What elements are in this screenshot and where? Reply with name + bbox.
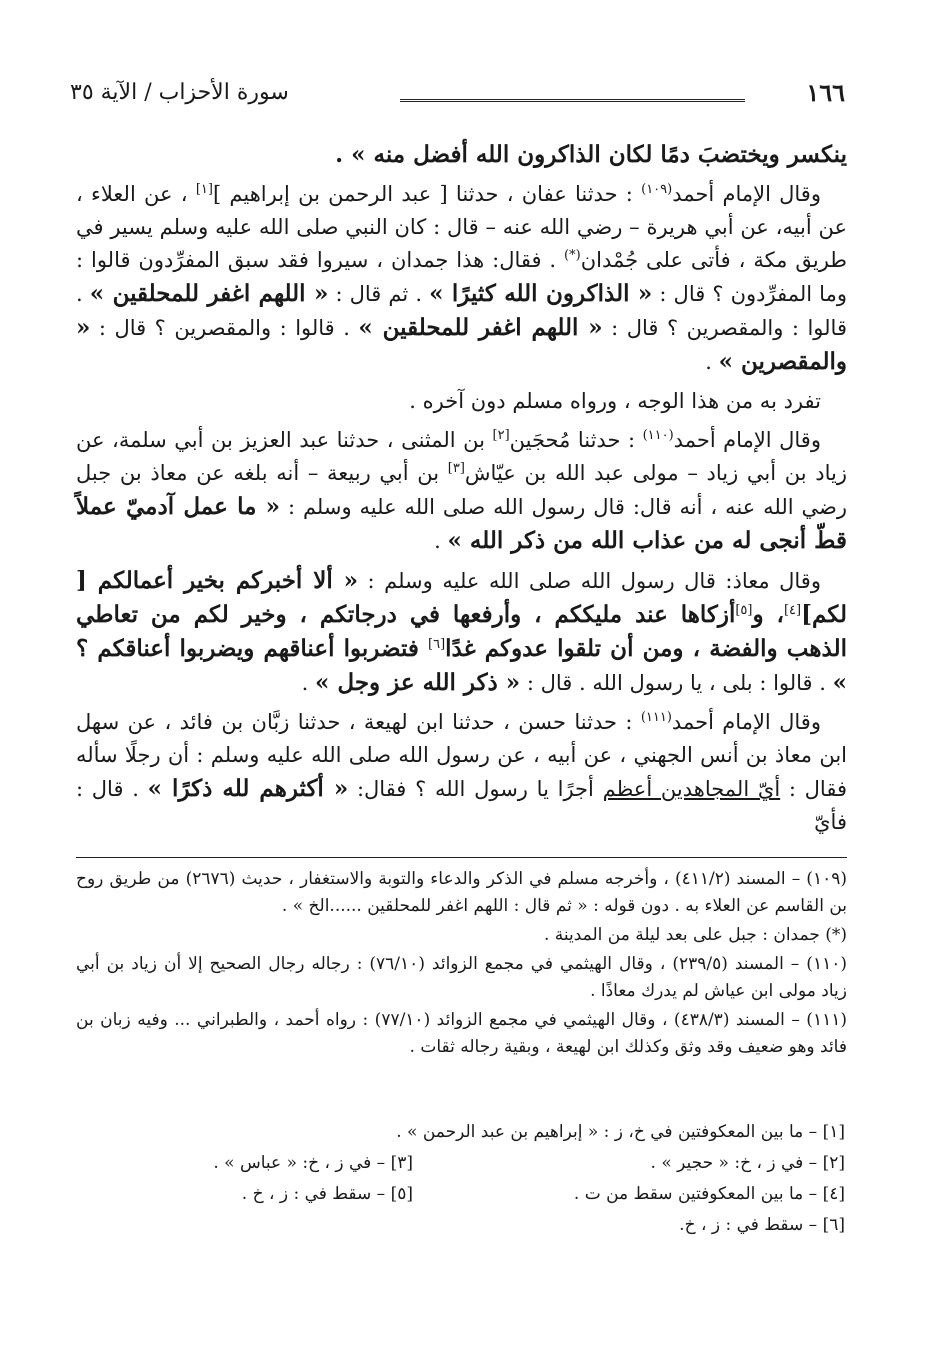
footnote: (١١١) – المسند (٤٣٨/٣) ، وقال الهيثمي في مجمع الزوائد (٧٧/١٠) : رواه أحمد ، والطبراني ... وفيه زبان بن فائد وهو ضعيف وقد وثق وكذلك ابن لهيعة ، وبقية رجاله ثقات . bbox=[76, 1010, 847, 1057]
text-run: . قال : فأيّ bbox=[76, 777, 847, 834]
reference-marker: [٦] bbox=[428, 637, 446, 652]
text-run: تفرد به من هذا الوجه ، ورواه مسلم دون آخره . bbox=[409, 389, 821, 413]
text-run: وقال الإمام أحمد bbox=[673, 428, 821, 452]
paragraph bbox=[76, 564, 847, 700]
main-text bbox=[76, 138, 847, 839]
reference-marker: [١] bbox=[195, 182, 213, 197]
reference-marker: (١١١) bbox=[640, 710, 672, 725]
underlined-text: أيّ المجاهدين أعظم bbox=[602, 777, 781, 801]
variant-note: [٦] – سقط في : ز ، خ. bbox=[679, 1215, 845, 1235]
quote-text: « أكثرهم لله ذكرًا » bbox=[147, 775, 349, 802]
text-run: . bbox=[301, 671, 316, 695]
quote-text: « اللهم اغفر للمحلقين » bbox=[358, 314, 603, 341]
quote-text: « ما عمل آدميّ عملاً قطّ أنجى له من عذاب الله من ذكر الله » bbox=[76, 493, 847, 554]
variant-row bbox=[90, 1148, 845, 1179]
text-run: ، عن العلاء ، عن أبيه، عن أبي هريرة – رضي الله عنه – قال : كان النبي صلى الله عليه وسلم يسير في طريق مكة ، فأتى على جُمْدان bbox=[76, 182, 848, 272]
page-number: ١٦٦ bbox=[806, 78, 845, 107]
footnote-separator bbox=[76, 857, 847, 858]
page-header bbox=[70, 78, 845, 112]
text-run: . قالوا : والمقصرين ؟ قال : bbox=[90, 316, 359, 340]
text-run: بن أبي ربيعة – أنه بلغه عن معاذ بن جبل رضي الله عنه ، أنه قال: قال رسول الله صلى الله عليه وسلم : bbox=[76, 461, 847, 519]
paragraph bbox=[76, 385, 847, 418]
footnote: (*) جمدان : جبل على بعد ليلة من المدينة . bbox=[543, 925, 847, 945]
text-run: . فقال: هذا جمدان ، سيروا فقد سبق المفرِّدون قالوا : وما المفرِّدون ؟ قال : bbox=[76, 248, 847, 306]
text-run: : حدثنا مُحجَين bbox=[509, 428, 643, 452]
text-run: وقال معاذ: قال رسول الله صلى الله عليه وسلم : bbox=[357, 569, 821, 593]
text-run: أجرًا يا رسول الله ؟ فقال: bbox=[348, 777, 603, 801]
variant-note: [١] – ما بين المعكوفتين في خ، ز : « إبراهيم بن عبد الرحمن » . bbox=[396, 1122, 845, 1142]
quote-text: « والمقصرين » bbox=[76, 314, 847, 375]
paragraph bbox=[76, 178, 847, 379]
text-run: : حدثنا عفان ، حدثنا [ عبد الرحمن بن إبراهيم ] bbox=[212, 182, 642, 206]
footnotes bbox=[76, 866, 847, 1061]
reference-marker: (١٠٩) bbox=[641, 182, 673, 197]
text-run: . bbox=[705, 350, 719, 374]
footnote: (١١٠) – المسند (٢٣٩/٥) ، وقال الهيثمي في مجمع الزوائد (٧٦/١٠) : رجاله رجال الصحيح إلا أن زياد بن أبي زياد مولى ابن عياش لم يدرك معاذًا . bbox=[76, 954, 847, 1001]
variant-note: [٣] – في ز ، خ: « عباس » . bbox=[213, 1153, 413, 1173]
text-run: . قالوا : والمقصرين ؟ قال : bbox=[76, 282, 847, 340]
quote-text: « الذاكرون الله كثيرًا » bbox=[429, 280, 653, 307]
quote-text: أزكاها عند مليككم ، وأرفعها في درجاتكم ، وخير لكم من تعاطي الذهب والفضة ، ومن أن تلقوا عدوكم غدًا bbox=[76, 601, 847, 662]
running-title: سورة الأحزاب / الآية ٣٥ bbox=[70, 80, 289, 105]
paragraph bbox=[76, 424, 847, 558]
text-run: . ثم قال : bbox=[328, 282, 430, 306]
variant-row bbox=[90, 1117, 845, 1148]
variant-note: [٤] – ما بين المعكوفتين سقط من ت . bbox=[573, 1184, 845, 1204]
text-run: بن المثنى ، حدثنا عبد العزيز بن أبي سلمة، عن زياد بن أبي زياد – مولى عبد الله بن عيّاش bbox=[76, 428, 847, 485]
quote-text: ، و bbox=[752, 601, 784, 628]
paragraph bbox=[76, 706, 847, 839]
variant-row bbox=[90, 1210, 845, 1241]
text-run: : حدثنا حسن ، حدثنا ابن لهيعة ، حدثنا زبَّان بن فائد ، عن سهل ابن معاذ بن أنس الجهني ، عن أبيه ، عن رسول الله صلى الله عليه وسلم : أن رجلًا سأله فقال : bbox=[76, 710, 847, 801]
reference-marker: [٢] bbox=[492, 428, 510, 443]
reference-marker: [٥] bbox=[735, 603, 753, 618]
reference-marker: [٤] bbox=[783, 603, 802, 618]
variant-note: [٢] – في ز ، خ: « حجير » . bbox=[650, 1153, 845, 1173]
text-run: وقال الإمام أحمد bbox=[672, 182, 821, 206]
text-run: . قالوا : بلى ، يا رسول الله . قال : bbox=[520, 671, 833, 695]
quote-text: « ألا أخبركم بخير أعمالكم [ لكم] bbox=[76, 567, 848, 628]
quote-text: ينكسر ويختضبَ دمًا لكان الذاكرون الله أفضل منه » . bbox=[335, 141, 847, 168]
header-rule bbox=[400, 99, 745, 102]
text-run: . bbox=[434, 529, 448, 553]
reference-marker: [٣] bbox=[447, 461, 465, 476]
reference-marker: (١١٠) bbox=[642, 428, 674, 443]
variant-row bbox=[90, 1179, 845, 1210]
quote-text: « اللهم اغفر للمحلقين » bbox=[89, 280, 329, 307]
quote-text: فتضربوا أعناقهم ويضربوا أعناقكم ؟ » bbox=[76, 635, 847, 696]
text-run: وقال الإمام أحمد bbox=[671, 710, 821, 734]
reference-marker: (*) bbox=[564, 248, 581, 263]
variant-note: [٥] – سقط في : ز ، خ . bbox=[241, 1184, 413, 1204]
paragraph bbox=[76, 138, 847, 172]
variant-notes bbox=[90, 1117, 845, 1241]
footnote: (١٠٩) – المسند (٤١١/٢) ، وأخرجه مسلم في الذكر والدعاء والتوبة والاستغفار ، حديث (٢٦٧٦) من طريق روح بن القاسم عن العلاء به . دون قوله : « ثم قال : اللهم اغفر للمحلقين ......الخ » . bbox=[76, 869, 847, 916]
quote-text: « ذكر الله عز وجل » bbox=[315, 669, 521, 696]
